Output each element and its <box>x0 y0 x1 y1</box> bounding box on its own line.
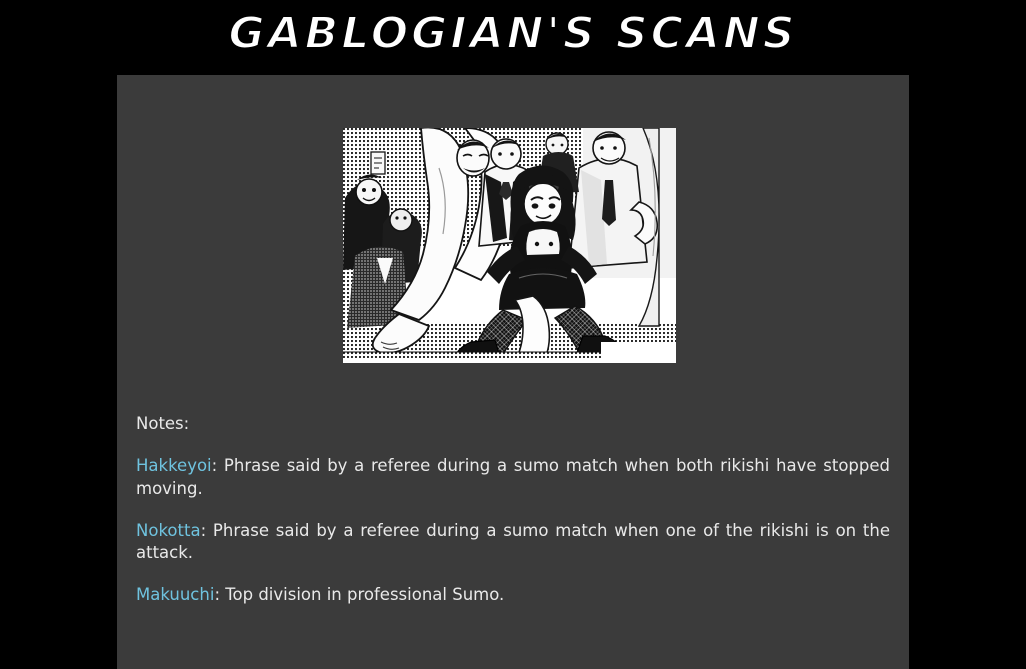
note-definition: Top division in professional Sumo. <box>220 585 505 605</box>
comic-panel-artwork <box>343 128 676 363</box>
notes-heading: Notes: <box>136 414 190 433</box>
note-separator: : <box>200 520 207 540</box>
note-term: Makuuchi <box>136 585 215 605</box>
comic-image <box>343 128 676 363</box>
content-panel <box>117 75 909 669</box>
notes-section <box>136 413 890 607</box>
site-banner <box>0 0 1026 59</box>
note-item <box>136 455 890 500</box>
site-title: GABLOGIAN'S SCANS <box>228 8 798 59</box>
note-definition: Phrase said by a referee during a sumo match when both rikishi have stopped moving. <box>136 456 890 498</box>
note-term: Nokotta <box>136 520 201 540</box>
note-item <box>136 520 890 565</box>
note-term: Hakkeyoi <box>136 456 212 476</box>
note-item <box>136 584 890 606</box>
note-definition: Phrase said by a referee during a sumo match when one of the rikishi is on the attack. <box>136 520 890 563</box>
note-separator: : <box>211 456 218 476</box>
note-separator: : <box>214 585 220 605</box>
